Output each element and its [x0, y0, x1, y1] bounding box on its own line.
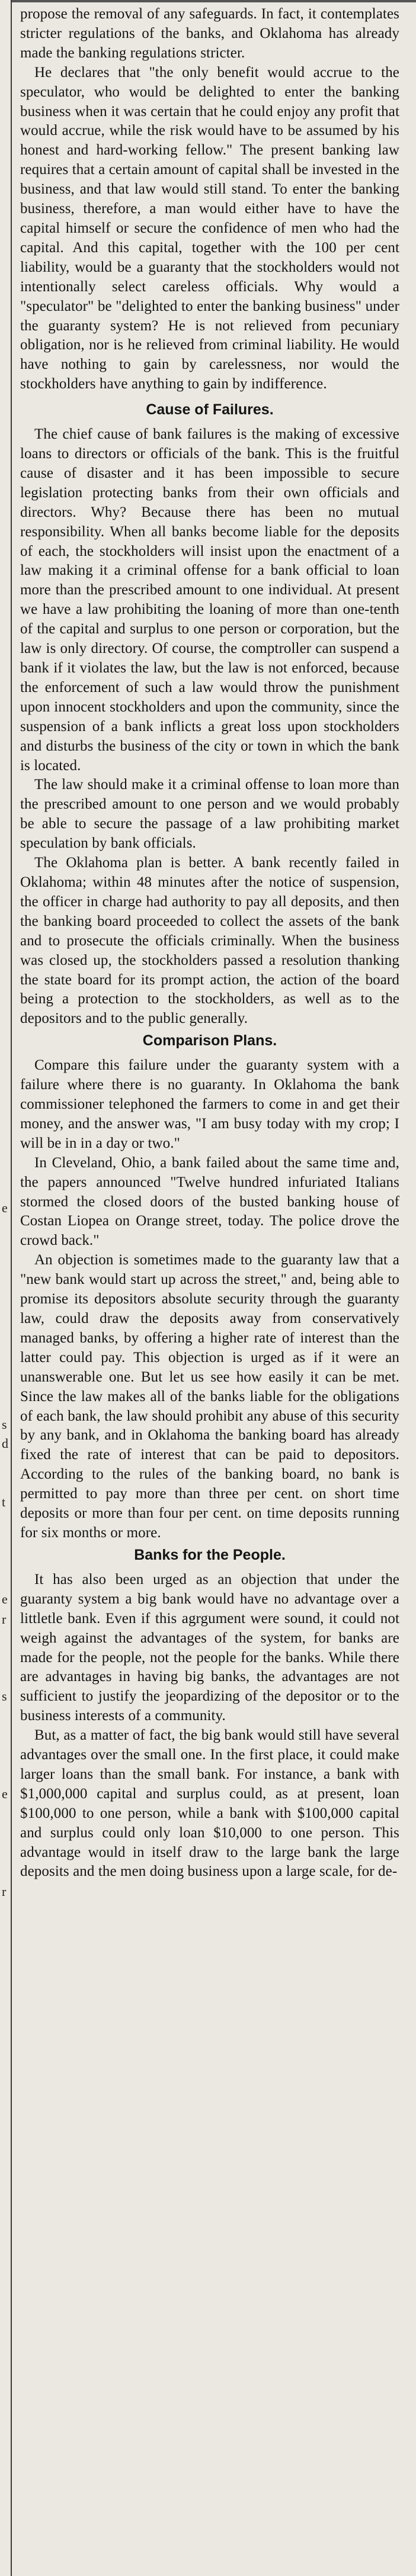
column-rule [11, 0, 12, 2576]
left-gutter [0, 0, 12, 2576]
article-paragraph: The law should make it a criminal offense to loan more than the prescribed amount to one person and we would probably be able to secure the passage of a law prohibiting market speculation by bank officials. [20, 777, 399, 852]
gutter-fragment: d [2, 1436, 8, 1451]
section-heading-banks-for-the-people: Banks for the People. [134, 1546, 286, 1563]
gutter-fragment: t [2, 1495, 6, 1509]
article-paragraph: The chief cause of bank failures is the making of excessive loans to directors or officials of the bank. This is the fruitful cause of disaster and it has been impossible to secure legislation protecting banks from their own officials and directors. Why? Because there has been no mutual responsibility. When all banks become liable for the deposits of each, the stockholders will insist upon the enactment of a law making it a criminal offense for a bank official to loan more than the prescribed amount to one individual. At present we have a law prohibiting the loaning of more than one-tenth of the capital and surplus to one person or corporation, but the law is only directory. Of course, the comptroller can suspend a bank if it violates the law, but the law is not enforced, because the enforcement of such a law would throw the punishment upon innocent stockholders and upon the community, since the suspension of a bank inflicts a great loss upon stockholders and disturbs the business of the city or town in which the bank is located. [20, 426, 399, 774]
gutter-fragment: e [2, 1200, 8, 1215]
gutter-fragment: r [2, 1884, 7, 1899]
gutter-fragment: r [2, 1612, 7, 1627]
gutter-fragment: s [2, 1417, 7, 1432]
article-paragraph: He declares that "the only benefit would accrue to the speculator, who would be delighted to enter the banking business when it was certain that he could enjoy any profit that would accrue, while the risk would have to be assumed by his honest and hard-working fellow." The present banking law requires that a certain amount of capital shall be invested in the business, and that law would still stand. To enter the banking business, therefore, a man would either have to have the capital himself or secure the confidence of men who had the capital. And this capital, together with the 100 per cent liability, would be a guaranty that the stockholders would not intentionally select careless officials. Why would a "speculator" be "delighted to enter the banking business" under the guaranty system? He is not relieved from pecuniary obligation, nor is he relieved from criminal liability. He would have nothing to gain by carelessness, nor would the stockholders have anything to gain by indifference. [20, 64, 399, 392]
article-paragraph: An objection is sometimes made to the guaranty law that a "new bank would start up across the street," and, being able to promise its depositors absolute security through the guaranty law, could draw the deposits away from conservatively managed banks, by offering a higher rate of interest than the latter could pay. This objection is urged as if it were an unanswerable one. But let us see how easily it can be met. Since the law makes all of the banks liable for the obligations of each bank, the law should prohibit any abuse of this security by any bank, and in Oklahoma the banking board has already fixed the rate of interest that can be paid to depositors. According to the rules of the banking board, no bank is permitted to pay more than three per cent. on short time deposits or more than four per cent. on time deposits running for six months or more. [20, 1252, 399, 1541]
article-paragraph: It has also been urged as an objection that under the guaranty system a big bank would have no advantage over a littletle bank. Even if this agrgument were sound, it could not weigh against the advantages of the system, for banks are made for the people, not the people for the banks. While there are advantages in having big banks, the advantages are not sufficient to justify the jeopardizing of the depositor or to the business interests of a community. [20, 1571, 399, 1724]
gutter-fragment: e [2, 1786, 8, 1801]
article-paragraph: In Cleveland, Ohio, a bank failed about the same time and, the papers announced "Twelve hundred infuriated Italians stormed the closed doors of the busted banking house of Costan Liopea on Orange street, today. The police drove the crowd back." [20, 1154, 399, 1249]
gutter-fragment: e [2, 1592, 8, 1606]
article-paragraph: The Oklahoma plan is better. A bank recently failed in Oklahoma; within 48 minutes after the notice of suspension, the officer in charge had authority to pay all deposits, and then the banking board proceeded to collect the assets of the bank and to prosecute the officials criminally. When the business was closed up, the stockholders passed a resolution thanking the state board for its prompt action, the action of the board being a protection to the stockholders, as well as to the depositors and to the public generally. [20, 855, 399, 1027]
top-rule [12, 0, 416, 2]
article-paragraph: But, as a matter of fact, the big bank would still have several advantages over the small one. In the first place, it could make larger loans than the small bank. For instance, a bank with $1,000,000 capital and surplus could, as at present, loan $100,000 to one person, while a bank with $100,000 capital and surplus could only loan $10,000 to one person. This advantage would in itself draw to the large bank the large deposits and the men doing business upon a large scale, for de- [20, 1727, 399, 1880]
article-paragraph: propose the removal of any safeguards. In fact, it contemplates stricter regulations of the banks, and Oklahoma has already made the banking regulations stricter. [20, 6, 399, 61]
gutter-fragment: s [2, 1689, 7, 1704]
section-heading-cause-of-failures: Cause of Failures. [146, 401, 274, 418]
article-paragraph: Compare this failure under the guaranty system with a failure where there is no guaranty. In Oklahoma the bank commissioner telephoned the farmers to come in and get their money, and the answer was, "I am busy today with my crop; I will be in in a day or two." [20, 1057, 399, 1151]
article-column [20, 5, 399, 2570]
section-heading-comparison-plans: Comparison Plans. [142, 1032, 277, 1049]
